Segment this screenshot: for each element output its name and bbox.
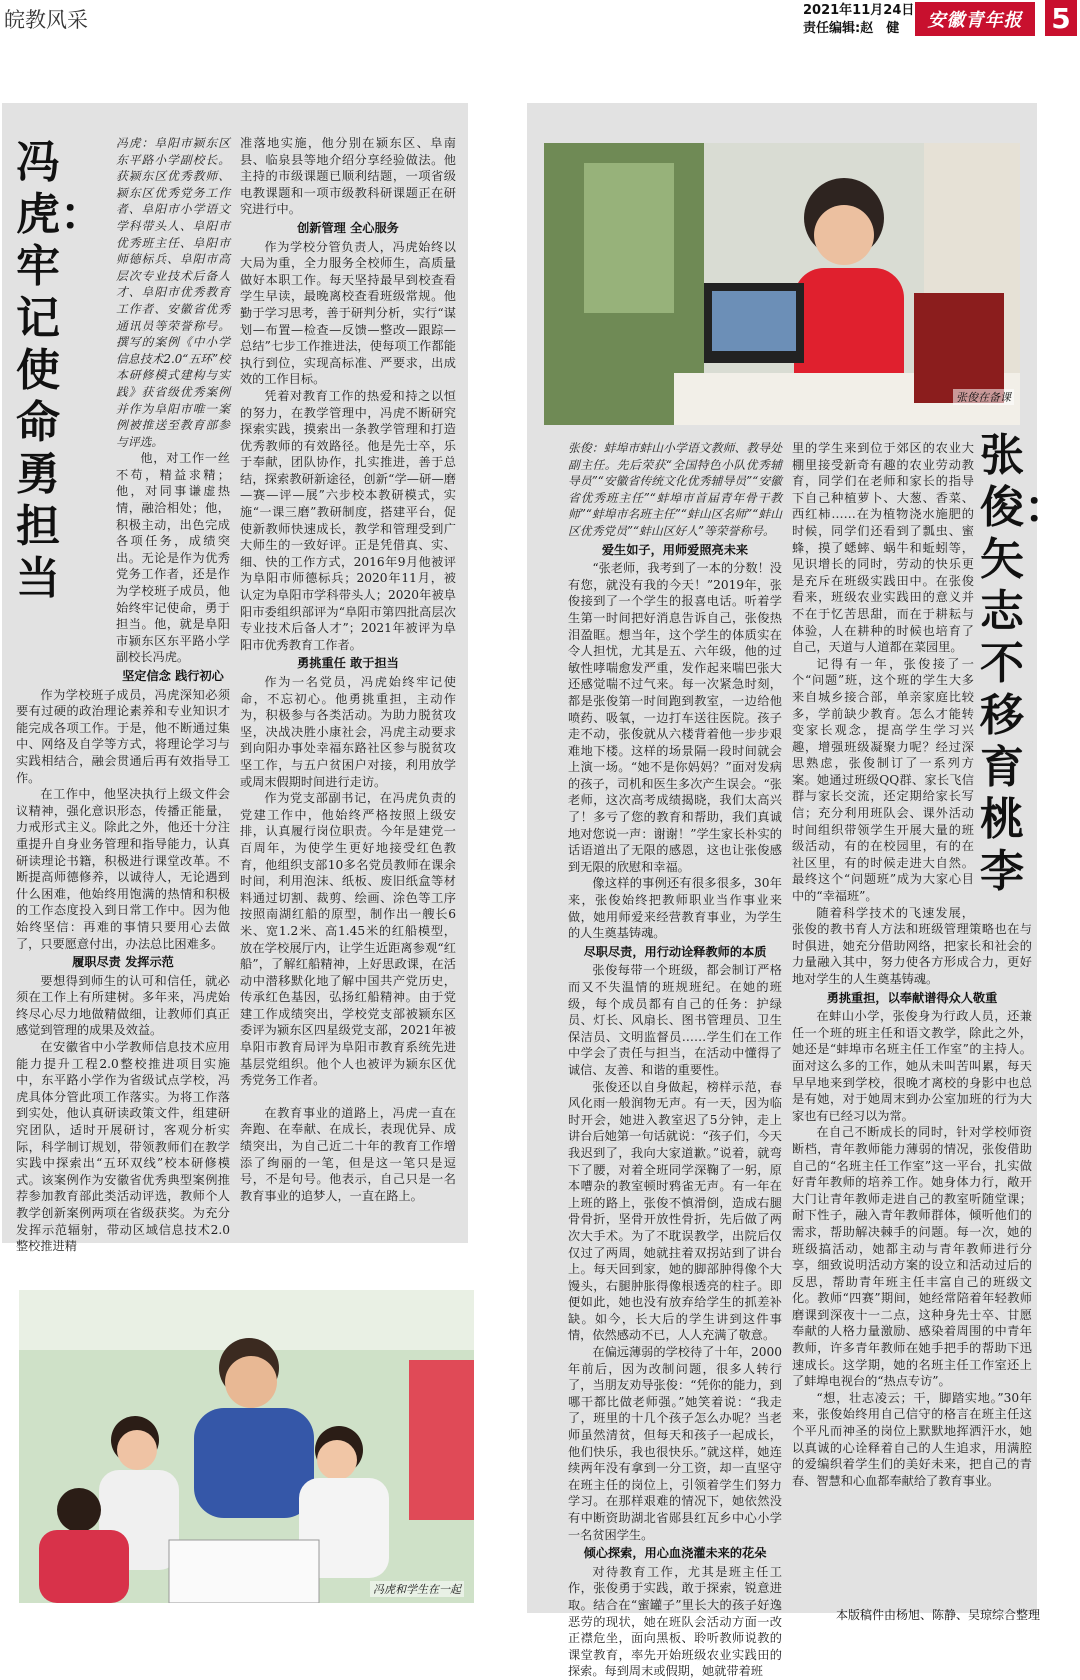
subheading: 倾心探索，用心血浇灌未来的花朵 (583, 1546, 767, 1561)
photo-illustration (19, 1290, 474, 1603)
paragraph: 对待教育工作，尤其是班主任工作，张俊勇于实践，敢于探索，锐意进取。结合在“蜜罐子”里长大的孩子好逸恶劳的现状，她在班队会活动方面一改正襟危坐，面向黑板、聆听教师说教的课堂教育，率先开始班级农业实践田的探索。每到周末或假期，她就带着班 (568, 1564, 782, 1679)
paragraph: 在蚌山小学，张俊身为行政人员，还兼任一个班的班主任和语文教学，除此之外，她还是“蚌埠市名班主任工作室”的主持人。面对这么多的工作，她从未叫苦叫累，每天早早地来到学校，很晚才离校的身影中也总是有她，对于她周末到办公室加班的行为大家也有已经习以为常。 (792, 1009, 1032, 1123)
left-column-1 (16, 135, 230, 1255)
paragraph: 随着科学技术的飞速发展，张俊的教书育人方法和班级管理策略也在与时俱进，她充分借助网络，把家长和社会的力量融入其中，努力使各方形成合力，更好地对学生的人生奠基铸魂。 (792, 905, 1032, 986)
paragraph: 在偏远薄弱的学校待了十年，2000年前后，因为改制问题，很多人转行了，当朋友劝导张俊：“凭你的能力，到哪干都比做老师强。”她笑着说：“我走了，班里的十几个孩子怎么办呢？当老师虽然清贫，但每天和孩子一起成长，他们快乐，我也很快乐。”就这样，她连续两年没有拿到一分工资，却一直坚守在班主任的岗位上，引领着学生们努力学习。在那样艰难的情况下，她依然没有中断资助湖北省郧县红瓦乡中心小学一名贫困学生。 (568, 1345, 782, 1542)
right-headline: 张俊：矢志不移育桃李 (980, 430, 1068, 897)
paragraph: 张俊还以自身做起，榜样示范，春风化雨一般润物无声。有一天，因为临时开会，她进入教室迟了5分钟，走上讲台后她第一句话就说：“孩子们，今天我迟到了，我向大家道歉。”说着，就弯下了腰，对着全班同学深鞠了一躬，原本嘈杂的教室顿时鸦雀无声。有一年在上班的路上，张俊不慎滑倒，造成右腿骨骨折，坚骨开放性骨折，先后做了两次大手术。为了不耽误教学，出院后仅仅过了两周，她就拄着双拐站到了讲台上。每天回到家，她的脚部肿得像个大馒头，右腿肿胀得像根透亮的柱子。即便如此，她也没有放弃给学生的抓差补缺。如今，长大后的学生讲到这件事情，依然感动不已，人人充满了敬意。 (568, 1079, 782, 1343)
headline-spacer (974, 440, 1032, 910)
paragraph: 张俊每带一个班级，都会制订严格而又不失温情的班规班纪。在她的班级，每个成员都有自己的任务：护绿员、灯长、风扇长、图书管理员、卫生保洁员、文明监督员……学生们在工作中学会了责任与担当，在活动中懂得了诚信、友善、和谐的重要性。 (568, 963, 782, 1077)
newspaper-masthead: 安徽青年报 (915, 2, 1035, 36)
paragraph: 要想得到师生的认可和信任，就必须在工作上有所建树。多年来，冯虎始终尽心尽力地做精做细，让教师们真正感觉到管理的成果及效益。 (16, 973, 230, 1038)
subheading: 爱生如子，用师爱照亮未来 (601, 542, 749, 557)
paragraph: 里的学生来到位于郊区的农业大棚里接受新奇有趣的农业劳动教育，同学们在老师和家长的指导下自己种植萝卜、大葱、香菜、西红柿……在为植物浇水施肥的时候，同学们还看到了瓢虫、蜜蜂，摸了蟋蟀、蜗牛和蚯蚓等，见识增长的同时，劳动的快乐更是充斥在班级实践田中。在张俊看来，班级农业实践田的意义并不在于忆苦思甜，而在于耕耘与体验，人在耕种的时候也培育了自己，天道与人道都在菜园里。 (792, 441, 974, 655)
paragraph: 他，对工作一丝不苟，精益求精；他，对同事谦虚热情，融洽相处；他，积极主动，出色完成各项任务，成绩突出。无论是作为优秀党务工作者，还是作为学校班子成员，他始终牢记使命，勇于担当。他，就是阜阳市颍东区东平路小学副校长冯虎。 (116, 451, 230, 665)
issue-info (803, 2, 914, 38)
paragraph: 像这样的事例还有很多很多，30年来，张俊始终把教师职业当作事业来做，她用师爱来经营教育事业，为学生的人生奠基铸魂。 (568, 876, 782, 941)
photo-caption: 张俊在备课 (953, 389, 1014, 405)
footer-credit: 本版稿件由杨旭、陈静、吴琼综合整理 (835, 1608, 1040, 1622)
paragraph: 记得有一年，张俊接了一个“问题”班，这个班的学生大多来自城乡接合部，单亲家庭比较多，学前缺少教育。怎么才能转变家长观念，提高学生学习兴趣，增强班级凝聚力呢？经过深思熟虑，张俊制订了一系列方案。她通过班级QQ群、家长飞信群与家长交流，还定期给家长写信；充分利用班队会、课外活动时间组织带领学生开展大量的班级活动，有的在校园里，有的在社区里，有的时候走进大自然。最终这个“问题班”成为大家心目中的“幸福班”。 (792, 656, 974, 904)
paragraph: 在安徽省中小学教师信息技术应用能力提升工程2.0整校推进项目实施中，东平路小学作为省级试点学校，冯虎具体分管此项工作落实。为将工作落到实处，他认真研读政策文件，组建研究团队，适时开展研讨，客观分析实际，科学制订规划，带领教师们在教学实践中探索出“五环双线”校本研修模式。该案例作为安徽省优秀典型案例推荐参加教育部此类活动评选，教师个人教学创新案例两项在省级获奖。为充分发挥示范辐射，带动区域信息技术2.0整校推进精 (16, 1040, 230, 1254)
subheading: 尽职尽责，用行动诠释教师的本质 (583, 944, 767, 959)
section-label: 皖教风采 (4, 8, 88, 32)
photo-caption: 冯虎和学生在一起 (370, 1581, 464, 1597)
paragraph: “张老师，我考到了一本的分数！没有您，就没有我的今天！”2019年，张俊接到了一个学生的报喜电话。听着学生第一时间把好消息告诉自己，张俊热泪盈眶。想当年，这个学生的体质实在令人担忧，尤其是五、六年级，他的过敏性哮喘愈发严重，发作起来喘巴张大还感觉喘不过气来。每一次紧急时刻，都是张俊第一时间跑到教室，一边给他喷药、吸氧，一边打车送往医院。孩子走不动，张俊就从六楼背着他一步步艰难地下楼。这样的场景隔一段时间就会上演一场。“她不是你妈妈？”面对发病的孩子，司机和医生多次产生误会。“张老师，这次高考成绩揭晓，我们太高兴了！多亏了您的教育和帮助，我们真诚地对您说一声：谢谢！”学生家长朴实的话语道出了无限的感恩，这也让张俊感到无限的欣慰和幸福。 (568, 561, 782, 874)
right-column-2 (792, 440, 1032, 1489)
paragraph: 作为学校班子成员，冯虎深知必须要有过硬的政治理论素养和专业知识才能完成各项工作。于是，他不断通过集中、网络及自学等方式，将理论学习与实践相结合，融会贯通后再有效指导工作。 (16, 687, 230, 785)
subheading: 坚定信念 践行初心 (122, 669, 224, 683)
left-column-2 (240, 135, 456, 1204)
left-headline: 冯虎：牢记使命勇担当 (16, 137, 104, 604)
paragraph: 作为一名党员，冯虎始终牢记使命，不忘初心。他勇挑重担，主动作为，积极参与各类活动。为助力脱贫攻坚，决战决胜小康社会，冯虎主动要求到向阳办事处幸福东路社区参与脱贫攻坚工作，与五户贫困户对接，利用放学或周末假期时间进行走访。 (240, 675, 456, 789)
photo-illustration (544, 143, 1020, 425)
right-bio: 张俊：蚌埠市蚌山小学语文教师、教导处副主任。先后荣获“全国特色小队优秀辅导员”“安徽省传统文化优秀辅导员”“安徽省优秀班主任”“蚌埠市首届青年骨干教师”“蚌埠市名班主任”“蚌山区名师”“蚌山区优秀党员”“蚌山区好人”等荣誉称号。 (568, 441, 782, 538)
teacher-preparing-photo (544, 143, 1020, 425)
paragraph: “想，壮志凌云；干，脚踏实地。”30年来，张俊始终用自己信守的格言在班主任这个平凡而神圣的岗位上默默地挥洒汗水，她以真诚的心诠释着自己的人生追求，用满腔的爱编织着学生们的美好未来，把自己的青春、智慧和心血都奉献给了教育事业。 (792, 1390, 1032, 1488)
paragraph: 作为学校分管负责人，冯虎始终以大局为重，全力服务全校师生，高质量做好本职工作。每天坚持最早到校查看学生早读，最晚离校查看班级常规。他勤于学习思考，善于研判分析，实行“谋划—布置—检查—反馈—整改—跟踪—总结”七步工作推进法，使每项工作都能执行到位，实现高标准、严要求，出成效的工作目标。 (240, 239, 456, 387)
subheading: 创新管理 全心服务 (297, 220, 399, 235)
paragraph: 准落地实施，他分别在颍东区、阜南县、临泉县等地介绍分享经验做法。他主持的市级课题已顺利结题，一项省级电教课题和一项市级教科研课题正在研究进行中。 (240, 136, 456, 217)
issue-date: 2021年11月24日 (803, 3, 915, 18)
page-editor: 责任编辑:赵 健 (803, 21, 900, 36)
page-number: 5 (1045, 0, 1077, 36)
headline-spacer (16, 135, 76, 597)
paragraph: 在工作中，他坚决执行上级文件会议精神，强化意识形态，传播正能量，力戒形式主义。除此之外，他还十分注重提升自身业务管理和指导能力，认真研读理论书籍，积极进行课堂改革。不断提高师德修养，以诚待人，无论遇到什么困难，他始终用饱满的热情和积极的工作态度投入到日常工作中。因为他始终坚信：再难的事情只要用心去做了，只要愿意付出，办法总比困难多。 (16, 787, 230, 951)
subheading: 履职尽责 发挥示范 (72, 955, 174, 970)
left-article (2, 103, 468, 1254)
paragraph: 在自己不断成长的同时，针对学校师资断档，青年教师能力薄弱的情况，张俊借助自己的“名班主任工作室”这一平台，扎实做好青年教师的培养工作。她身体力行，敞开大门让青年教师走进自己的教室听随堂课；耐下性子，融入青年教师群体，倾听他们的需求，帮助解决棘手的问题。每一次，她的班级搞活动，她都主动与青年教师进行分享，细致说明活动方案的设立和活动过后的反思，帮助青年班主任丰富自己的班级文化。教师“四赛”期间，她经常陪着年轻教师磨课到深夜十一二点，这种身先士卒、甘愿奉献的人格力量激励、感染着周围的中青年教师，许多青年教师在她手把手的帮助下迅速成长。这学期，她的名班主任工作室还上了蚌埠电视台的“热点专访”。 (792, 1125, 1032, 1389)
paragraph: 作为党支部副书记，在冯虎负责的党建工作中，他始终严格按照上级安排，认真履行岗位职责。今年是建党一百周年，为使学生更好地接受红色教育，他组织支部10多名党员教师在课余时间，利用泡沫、纸板、废旧纸盒等材料通过切割、裁剪、绘画、涂色等工序按照南湖红船的原型，制作出一艘长6米、宽1.2米、高1.45米的红船模型，放在学校展厅内，让学生近距离参观“红船”，了解红船精神，上好思政课，在活动中潜移默化地了解中国共产党历史，传承红色基因，弘扬红船精神。由于党建工作成绩突出，学校党支部被颍东区委评为颍东区四星级党支部，2021年被阜阳市教育局评为阜阳市教育系统先进基层党组织。他个人也被评为颍东区优秀党务工作者。 (240, 791, 456, 1088)
subheading: 勇挑重担，以奉献谱得众人敬重 (826, 990, 998, 1005)
left-bio: 冯虎：阜阳市颍东区东平路小学副校长。获颍东区优秀教师、颍东区优秀党务工作者、阜阳市小学语文学科带头人、阜阳市优秀班主任、阜阳市师德标兵、阜阳市高层次专业技术后备人才、阜阳市优秀教育工作者、安徽省优秀通讯员等荣誉称号。撰写的案例《中小学信息技术2.0“五环”校本研修模式建构与实践》获省级优秀案例并作为阜阳市唯一案例被推送至教育部参与评选。 (116, 136, 230, 449)
teacher-students-photo (19, 1290, 474, 1603)
right-column-1 (568, 440, 782, 1680)
paragraph: 凭着对教育工作的热爱和持之以恒的努力，在教学管理中，冯虎不断研究探索实践，摸索出一条教学管理和打造优秀教师的有效路径。他是先士卒，乐于奉献，团队协作，扎实推进，善于总结，探索教研新途径，创新“学—研—磨—赛—评—展”六步校本教研模式，实施“一课三磨”教研制度，搭建平台，促使新教师快速成长，教学和管理受到广大师生的一致好评。正是凭借真、实、细、快的工作方式，2016年9月他被评为阜阳市师德标兵；2020年11月，被认定为阜阳市学科带头人；2020年被阜阳市委组织部评为“阜阳市第四批高层次专业技术后备人才”；2021年被评为阜阳市优秀教育工作者。 (240, 388, 456, 652)
paragraph: 在教育事业的道路上，冯虎一直在奔跑、在奉献、在成长，表现优异、成绩突出，为自己近二十年的教育工作增添了绚丽的一笔，但是这一笔只是逗号，不是句号。他表示，自己只是一名教育事业的追梦人，一直在路上。 (240, 1105, 456, 1203)
subheading: 勇挑重任 敢于担当 (297, 656, 399, 671)
